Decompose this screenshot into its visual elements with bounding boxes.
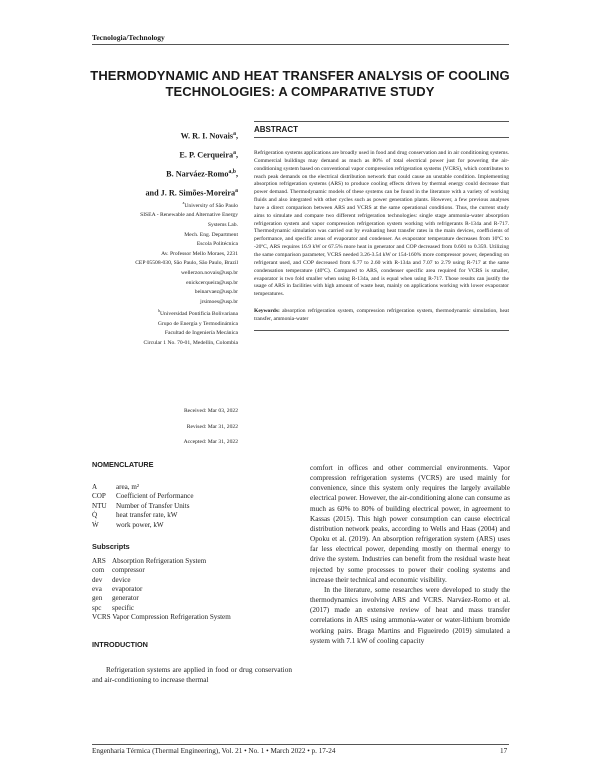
subscripts-list — [92, 557, 292, 622]
subscript-item: spc specific — [92, 603, 135, 612]
submission-dates — [92, 404, 238, 451]
nomenclature-heading: NOMENCLATURE — [92, 460, 154, 469]
introduction-text-left: Refrigeration systems are applied in food or drug conservation and air-conditioning to increase thermal — [92, 665, 292, 685]
affiliation-line: Systems Lab. — [207, 222, 238, 229]
header-rule — [92, 44, 509, 45]
date-accepted: Accepted: Mar 31, 2022 — [183, 439, 238, 445]
affiliation-email: jrsimoes@usp.br — [200, 298, 238, 305]
affiliation-line: CEP 05508-030, São Paulo, São Paulo, Brazil — [135, 260, 238, 267]
affiliations — [92, 199, 238, 349]
abstract-top-rule — [254, 121, 509, 122]
author: W. R. I. Novais$^a$, — [180, 131, 238, 141]
journal-citation: Engenharia Térmica (Thermal Engineering), Vol. 21 • No. 1 • March 2022 • p. 17-24 — [92, 747, 336, 755]
affiliation-line: Av. Professor Mello Moraes, 2231 — [161, 250, 238, 257]
subscript-item: dev device — [92, 575, 131, 584]
abstract-bottom-rule — [254, 330, 509, 331]
section-tag: Tecnologia/Technology — [92, 33, 165, 42]
affiliation-line: Grupo de Energía y Termodinámica — [157, 320, 238, 327]
affiliation-email: wellerzon.novais@usp.br — [180, 270, 238, 277]
affiliation-line: Escola Politécnica — [196, 241, 238, 248]
nomenclature-item: NTU Number of Transfer Units — [92, 501, 190, 510]
footer-rule — [92, 744, 509, 745]
introduction-heading: INTRODUCTION — [92, 640, 148, 650]
abstract-heading: ABSTRACT — [254, 125, 298, 134]
affiliation-line: Circular 1 No. 70-01, Medellín, Colombia — [143, 340, 238, 347]
subscripts-heading: Subscripts — [92, 542, 130, 552]
affiliation-line: Mech. Eng. Department — [184, 231, 238, 238]
nomenclature-list — [92, 483, 292, 530]
affiliation-line: $^a$University of São Paulo — [182, 201, 238, 209]
paper-title: THERMODYNAMIC AND HEAT TRANSFER ANALYSIS OF COOLING TECHNOLOGIES: A COMPARATIVE STUDY — [90, 68, 510, 99]
introduction-paragraph: comfort in offices and other commercial environments. Vapor compression refrigeration systems (VCRS) are used mainly for convenience, since this system only requires the largely available electrical power. However, the air-conditioning alone can consume as much as 60% to 80% of building electrical power, in agreement to Kassas (2015). This high power consumption can cause electrical distribution network peaks, according to Wells and Haas (2004) and Opoku et al. (2019). An absorption refrigeration system (ARS) uses far less electrical power, depending mostly on thermal energy to drive the system. Industries can benefit from the residual waste heat rejected by some processes to power their cooling systems and increase their technical and economic visibility. — [310, 464, 510, 584]
affiliation-line: SISEA - Renewable and Alternative Energy — [140, 212, 238, 219]
right-column — [310, 463, 510, 646]
date-received: Received: Mar 03, 2022 — [183, 408, 238, 414]
subscript-item: gen generator — [92, 594, 139, 603]
author: B. Narváez-Romo$^{a,b}$, — [166, 169, 238, 179]
author: E. P. Cerqueira$^a$, — [179, 150, 238, 160]
nomenclature-item: Ẇ work power, kW — [92, 520, 164, 529]
nomenclature-item: Q̇ heat transfer rate, kW — [92, 511, 178, 520]
subscript-item: com compressor — [92, 566, 145, 575]
abstract-block — [254, 121, 509, 331]
abstract-text: Refrigeration systems applications are broadly used in food and drug conservation and in air conditioning systems. Commercial buildings may demand as much as 80% of total electrical power just for powering the air-conditioning system based on conventional vapor compression refrigeration systems (VCRS), which contributes to reach peak demands on the electrical distribution network that could cause an unstable condition. Implementing absorption refrigeration systems (ARS) to produce cooling effects driven by thermal energy could decrease that power demand. Thermodynamic models of these systems can be found in the literature with a variety of working fluids and also integrated with other cycles such as power generation plants. However, a few previous analyses have a direct comparison between ARS and VCRS at the same operational conditions. Thus, the current study aims to simulate and compare two different refrigeration technologies: single stage ammonia-water absorption refrigeration system and vapor compression refrigeration system working with refrigerants R-134a and R-717. Thermodynamic simulation was carried out by evaluating heat transfer rates in the main devices, coefficients of performance, and specific areas of evaporator and condenser. As evaporator temperature decreases from 10ºC to -20ºC, ARS requires 16.9 kW or 67.5% more heat in generator and COP decreased from 0.601 to 0.359. Utilizing the same comparison parameter, VCRS needed 3.26-3.54 kW or 154-160% more compressor power, depending on refrigerant used, and COP decreased from 6.77 to 2.60 with R-134a and 7.07 to 2.79 using R-717 at the same condensation temperature (40ºC). Compared to ARS, condenser specific area required for VCRS is smaller, evaporator is two fold smaller when using R-134a, and is equal when using R-717. Those results can justify the usage of ARS in facilities with high amount of waste heat, mainly on applications working with lower evaporator temperatures. — [254, 150, 509, 298]
affiliation-line: $^b$Universidad Pontificia Bolivariana — [158, 309, 238, 318]
affiliation-line: Facultad de Ingeniería Mecánica — [164, 330, 238, 337]
author: and J. R. Simões-Moreira$^a$ — [145, 188, 238, 198]
keywords: Keywords: absorption refrigeration system, compression refrigeration system, thermodynamic simulation, heat transfer, ammonia-water — [254, 308, 509, 322]
subscript-item: ARS Absorption Refrigeration System — [92, 557, 207, 566]
nomenclature-item: COP Coefficient of Performance — [92, 492, 194, 501]
author-list — [92, 126, 238, 202]
page-number: 17 — [500, 747, 508, 755]
introduction-paragraph: In the literature, some researches were developed to study the thermodynamics involving ARS and VCRS. Narváez-Romo et al. (2017) made an extensive review of heat and mass transfer correlations in ARS using ammonia-water or water-lithium bromide working pairs. Braga Martins and Figueiredo (2019) simulated a system with 7.1 kW of cooling capacity — [310, 585, 510, 645]
nomenclature-item: A area, m² — [92, 483, 139, 491]
date-revised: Revised: Mar 31, 2022 — [186, 423, 238, 430]
subscript-item: VCRS Vapor Compression Refrigeration System — [92, 612, 231, 621]
affiliation-email: beinarvaez@usp.br — [194, 289, 238, 296]
subscript-item: eva evaporator — [92, 584, 143, 593]
affiliation-email: enickcerqueira@usp.br — [186, 279, 238, 286]
left-column — [92, 460, 292, 686]
abstract-heading-rule — [254, 137, 509, 138]
